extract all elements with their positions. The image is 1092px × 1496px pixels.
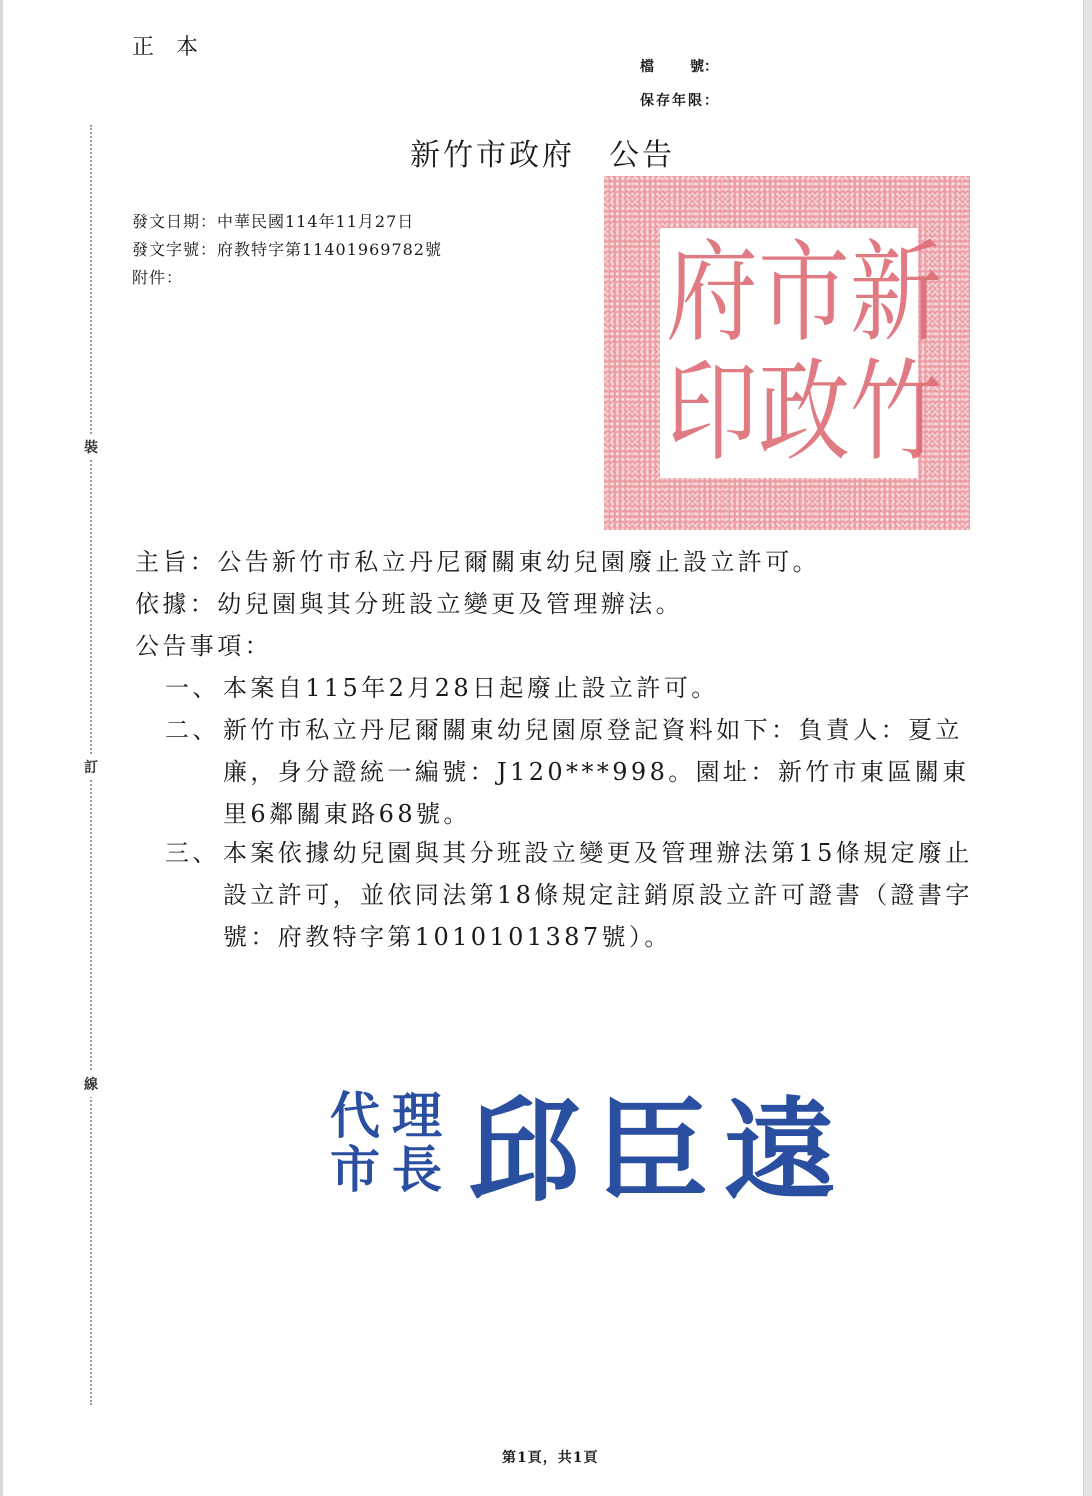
seal-char: 市 [758,228,851,358]
agency-name: 新竹市政府 [410,138,575,173]
page-number: 第1頁，共1頁 [502,1450,599,1466]
signature-title [330,1085,454,1199]
file-number-label [640,56,718,76]
document-title [410,130,675,174]
binding-label-xian: 線 [80,1071,102,1097]
binding-label-zhuang: 裝 [80,434,102,460]
item-text: 本案自115年2月28日起廢止設立許可。 [223,674,719,702]
announcement-item [165,709,995,835]
basis-line: 依據：幼兒園與其分班設立變更及管理辦法。 [135,590,683,618]
announcement-items-heading: 公告事項： [135,632,272,660]
signature-title-char: 長 [392,1139,442,1199]
signature-title-char: 理 [392,1085,442,1145]
subject-line: 主旨：公告新竹市私立丹尼爾關東幼兒園廢止設立許可。 [135,548,820,576]
seal-char: 竹 [850,347,943,477]
seal-char: 印 [666,347,759,477]
retention-period-label: 保存年限： [640,93,720,109]
item-number: 二、 [165,716,220,744]
file-number-label-b: 號： [690,59,718,75]
item-number: 一、 [165,674,220,702]
issue-number: 發文字號：府教特字第11401969782號 [132,240,442,259]
mayor-signature-stamp [330,1062,852,1223]
announcement-item [165,667,995,709]
signature-title-char: 市 [330,1139,380,1199]
copy-mark: 正本 [132,35,221,60]
seal-characters [666,228,943,477]
announcement-item [165,832,995,958]
issue-date: 發文日期：中華民國114年11月27日 [132,212,415,231]
signature-name: 邱臣遠 [468,1086,852,1217]
document-type: 公告 [609,138,675,173]
item-number: 三、 [165,839,220,867]
file-number-label-a: 檔 [640,59,654,75]
seal-char: 府 [666,228,759,358]
seal-char: 新 [850,228,943,358]
seal-char: 政 [758,347,851,477]
signature-title-char: 代 [330,1085,380,1145]
page-edge-right [1083,0,1092,1496]
item-text: 本案依據幼兒園與其分班設立變更及管理辦法第15條規定廢止設立許可，並依同法第18條規定註銷原設立許可證書（證書字號：府教特字第1010101387號）。 [223,839,973,951]
official-seal [604,176,970,530]
item-text: 新竹市私立丹尼爾關東幼兒園原登記資料如下：負責人：夏立廉，身分證統一編號：J120***998。園址：新竹市東區關東里6鄰關東路68號。 [223,716,970,828]
seal-inner-field [660,228,943,478]
attachment-label: 附件： [132,268,184,287]
page-edge-left [0,0,3,1496]
binding-label-ding: 訂 [80,754,102,780]
